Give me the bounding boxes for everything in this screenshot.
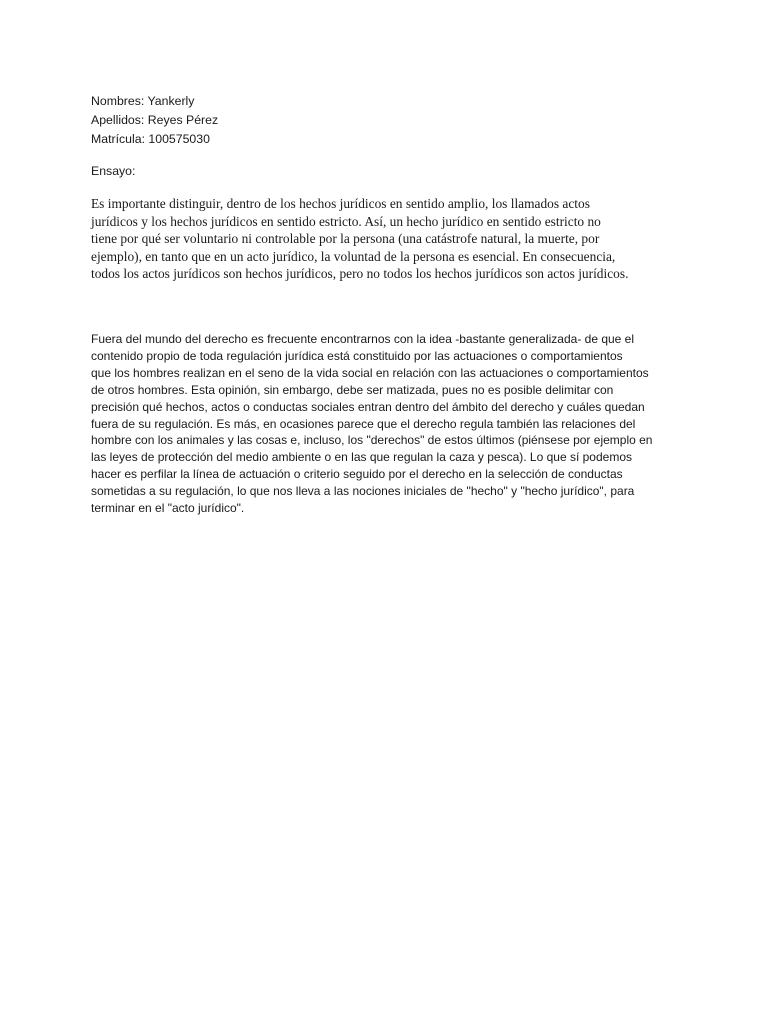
student-surname-line: Apellidos: Reyes Pérez [91, 113, 219, 127]
student-id-line: Matrícula: 100575030 [91, 132, 210, 146]
paragraph-line: tiene por qué ser voluntario ni controlable por la persona (una catástrofe natural, la muerte, por [91, 231, 600, 247]
essay-paragraph-2 [91, 331, 691, 517]
paragraph-line: contenido propio de toda regulación jurídica está constituido por las actuaciones o comportamientos [91, 348, 623, 363]
paragraph-line: las leyes de protección del medio ambiente o en las que regulan la caza y pesca). Lo que sí podemos [91, 450, 632, 465]
paragraph-line: ejemplo), en tanto que en un acto jurídico, la voluntad de la persona es esencial. En consecuencia, [91, 248, 616, 264]
paragraph-line: Fuera del mundo del derecho es frecuente encontrarnos con la idea -bastante generalizada- de que el [91, 332, 635, 346]
paragraph-line: todos los actos jurídicos son hechos jurídicos, pero no todos los hechos jurídicos son actos jurídicos. [91, 266, 629, 282]
paragraph-line: de otros hombres. Esta opinión, sin embargo, debe ser matizada, pues no es posible delimitar con [91, 382, 614, 397]
paragraph-line: que los hombres realizan en el seno de la vida social en relación con las actuaciones o comportamientos [91, 365, 649, 380]
paragraph-line: jurídicos y los hechos jurídicos en sentido estricto. Así, un hecho jurídico en sentido estricto no [91, 213, 601, 229]
student-info [91, 92, 218, 149]
paragraph-line: terminar en el "acto jurídico". [91, 501, 245, 516]
paragraph-line: precisión qué hechos, actos o conductas sociales entran dentro del ámbito del derecho y cuáles quedan [91, 399, 645, 414]
paragraph-line: hombre con los animales y las cosas e, incluso, los "derechos" de estos últimos (piénsese por ejemplo en [91, 433, 653, 448]
essay-label: Ensayo: [91, 164, 136, 178]
essay-paragraph-1 [91, 195, 691, 283]
paragraph-line: fuera de su regulación. Es más, en ocasiones parece que el derecho regula también las relaciones del [91, 416, 636, 431]
paragraph-line: Es importante distinguir, dentro de los hechos jurídicos en sentido amplio, los llamados actos [91, 196, 590, 211]
paragraph-line: hacer es perfilar la línea de actuación o criterio seguido por el derecho en la selección de conductas [91, 467, 623, 482]
student-name-line: Nombres: Yankerly [91, 94, 195, 108]
paragraph-line: sometidas a su regulación, lo que nos lleva a las nociones iniciales de "hecho" y "hecho jurídico", para [91, 484, 635, 499]
